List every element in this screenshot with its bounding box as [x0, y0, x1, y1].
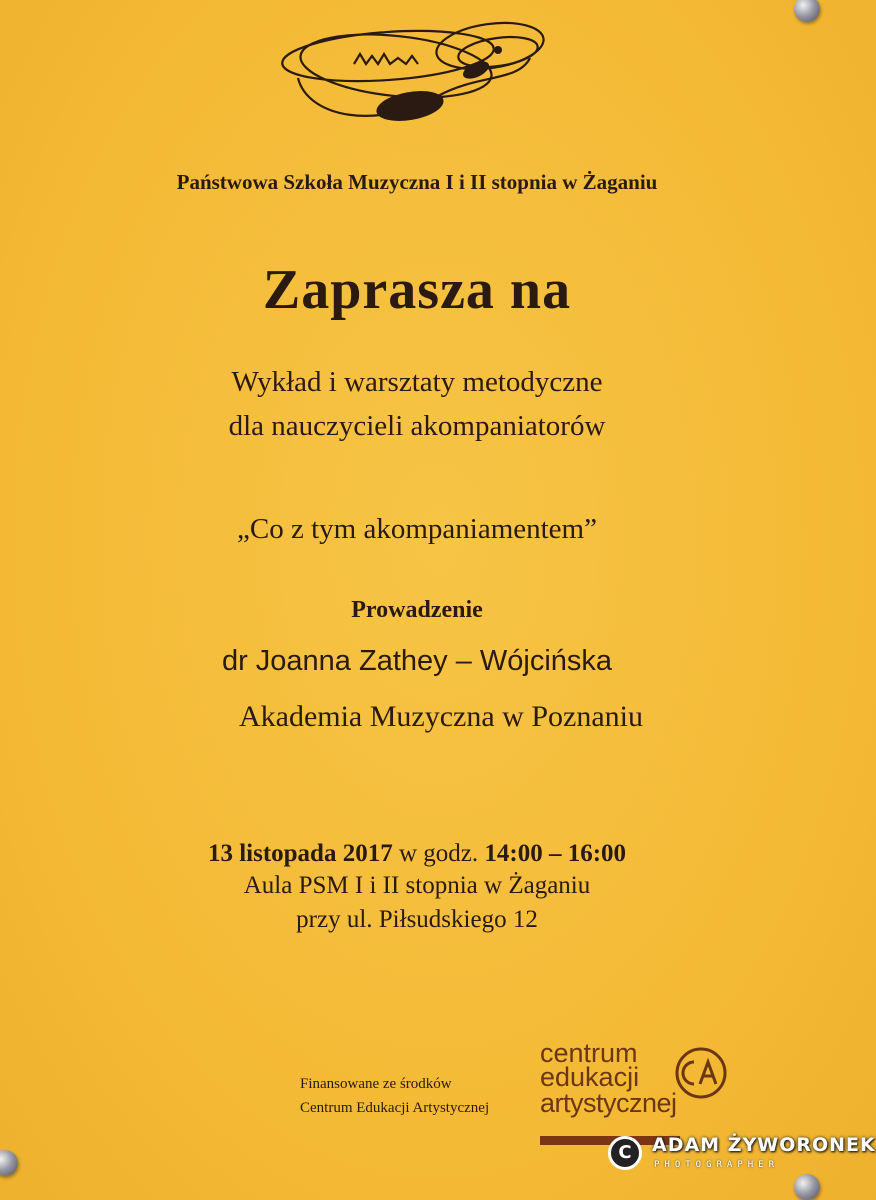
photographer-subtitle: PHOTOGRAPHER [654, 1160, 780, 1170]
cea-logo-word1: centrum [540, 1038, 638, 1068]
time-prefix: w godz. [398, 840, 479, 867]
pushpin-icon [794, 0, 820, 22]
copyright-icon: C [608, 1136, 642, 1170]
photographer-name: ADAM ŻYWORONEK [652, 1134, 876, 1156]
event-date: 13 listopada 2017 [207, 840, 393, 867]
cea-logo-word3: artystycznej [540, 1088, 677, 1118]
photographer-watermark [608, 1132, 876, 1188]
school-name: Państwowa Szkoła Muzyczna I i II stopnia w Żaganiu [176, 170, 658, 194]
school-logo-icon [268, 18, 564, 138]
academy-name: Akademia Muzyczna w Poznaniu [238, 700, 644, 733]
funding-note [300, 1072, 489, 1120]
lecturer-name: dr Joanna Zathey – Wójcińska [221, 645, 613, 677]
event-subtitle-line2: dla nauczycieli akompaniatorów [228, 410, 606, 442]
funding-line1: Finansowane ze środków [300, 1076, 452, 1092]
venue-line2: przy ul. Piłsudskiego 12 [296, 906, 538, 933]
event-subtitle-line1: Wykład i warsztaty metodyczne [231, 366, 603, 398]
headline: Zaprasza na [262, 259, 572, 321]
cea-logo-word2: edukacji [540, 1062, 640, 1092]
led-by-label: Prowadzenie [351, 597, 483, 623]
venue-line1: Aula PSM I i II stopnia w Żaganiu [243, 872, 591, 899]
pushpin-icon [0, 1150, 18, 1176]
event-time: 14:00 – 16:00 [484, 840, 627, 867]
funding-line2: Centrum Edukacji Artystycznej [300, 1100, 490, 1116]
event-title-quote: „Co z tym akompaniamentem” [237, 513, 597, 545]
cea-logo-mark-icon [672, 1044, 730, 1102]
date-time-line [0, 840, 834, 868]
